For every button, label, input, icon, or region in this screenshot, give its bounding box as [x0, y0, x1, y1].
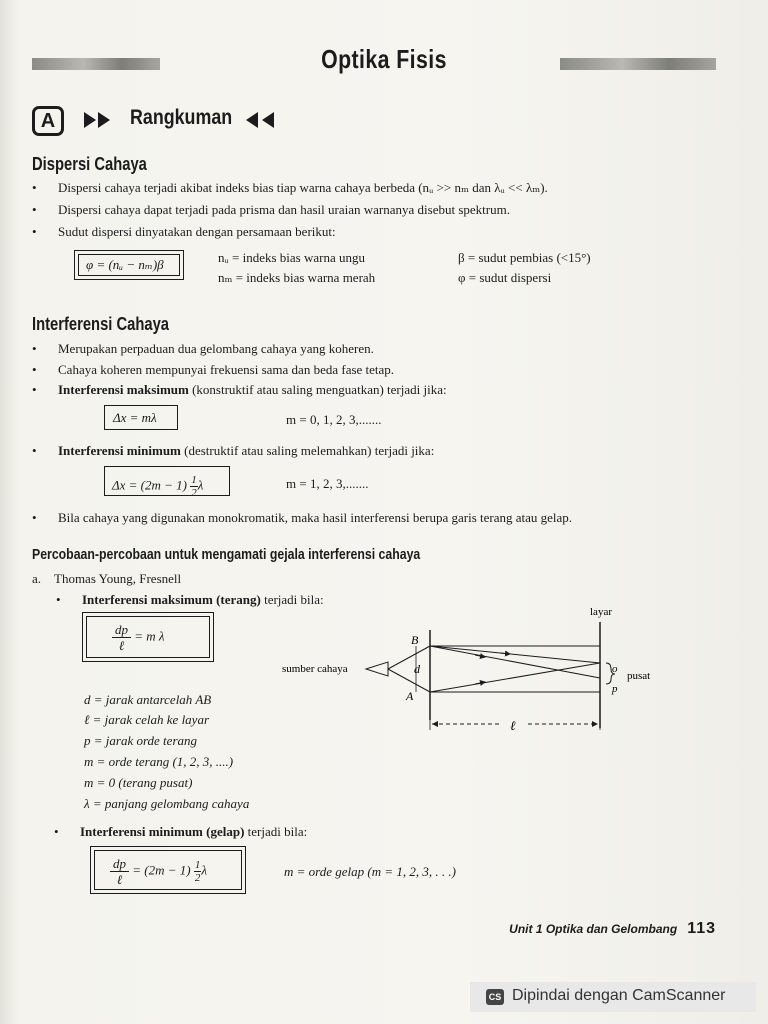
- camscanner-icon: CS: [486, 989, 504, 1005]
- def-lambda: λ = panjang gelombang cahaya: [84, 796, 250, 811]
- dispersi-bullet-1: • Dispersi cahaya terjadi akibat indeks bias tiap warna cahaya berbeda (nᵤ >> nₘ dan λᵤ << λₘ).: [58, 180, 548, 196]
- interferensi-min-rest: (destruktif atau saling melemahkan) terjadi jika:: [180, 443, 435, 458]
- half-num-min: 1: [194, 859, 201, 871]
- page-number: 113: [687, 920, 716, 937]
- label-B: B: [411, 633, 419, 647]
- dp-fraction: [112, 622, 131, 653]
- dp-num: dp: [112, 622, 131, 638]
- double-arrow-right-icon: [84, 112, 124, 128]
- half-den: 2: [191, 487, 197, 499]
- label-l: ℓ: [510, 718, 516, 733]
- double-arrow-left-icon: [246, 112, 286, 128]
- interferensi-min-label: Interferensi minimum: [58, 443, 181, 458]
- min-formula: [112, 474, 203, 499]
- label-pusat: pusat: [627, 670, 651, 682]
- dp-fraction-min: [110, 856, 129, 887]
- dispersi-formula: φ = (nᵤ − nₘ)β: [86, 257, 164, 272]
- dispersi-def-nm: nₘ = indeks bias warna merah: [218, 270, 376, 285]
- footer-unit: Unit 1 Optika dan Gelombang: [509, 922, 678, 936]
- label-o: o: [612, 663, 618, 675]
- percobaan-min-line: [80, 824, 307, 840]
- label-p: p: [612, 683, 618, 695]
- interferensi-heading: Interferensi Cahaya: [32, 314, 170, 334]
- dispersi-def-nu: nᵤ = indeks bias warna ungu: [218, 250, 365, 265]
- dispersi-bullet-3: • Sudut dispersi dinyatakan dengan persamaan berikut:: [58, 224, 336, 240]
- page-footer: [509, 920, 716, 938]
- percobaan-max-label: Interferensi maksimum (terang): [82, 592, 261, 607]
- min-formula-lambda: λ: [197, 477, 204, 493]
- ray-B-p: [430, 646, 600, 678]
- young-diagram: [270, 600, 670, 740]
- def-p: p = jarak orde terang: [84, 733, 198, 748]
- scanner-text: Dipindai dengan CamScanner: [512, 987, 726, 1004]
- page-title: Optika Fisis: [321, 44, 447, 74]
- young-max-rhs: = m λ: [134, 628, 165, 644]
- dp-num-min: dp: [110, 856, 129, 872]
- half-num: 1: [191, 474, 197, 486]
- half-den-min: 2: [194, 872, 201, 884]
- label-layar: layar: [590, 606, 612, 618]
- section-badge: A: [32, 106, 64, 136]
- interferensi-max-line: [58, 382, 447, 398]
- l-arrow-left: [432, 721, 438, 727]
- half-fraction: [190, 474, 198, 499]
- percobaan-min-rest: terjadi bila:: [244, 824, 308, 839]
- source-arrowhead: [366, 662, 388, 676]
- young-min-lambda: λ: [201, 862, 207, 878]
- ray-arrow-1: [500, 653, 510, 654]
- label-A: A: [406, 689, 414, 703]
- interferensi-min-line: [58, 443, 434, 459]
- section-title: Rangkuman: [130, 106, 233, 129]
- dispersi-def-beta: β = sudut pembias (<15°): [458, 250, 591, 265]
- item-a-marker: a.: [32, 571, 42, 586]
- young-max-formula: [112, 622, 165, 653]
- def-m0: m = 0 (terang pusat): [84, 775, 193, 790]
- interferensi-bullet-1: • Merupakan perpaduan dua gelombang cahaya yang koheren.: [58, 341, 374, 357]
- min-m-values: m = 1, 2, 3,.......: [286, 476, 369, 491]
- label-sumber: sumber cahaya: [282, 663, 348, 675]
- young-min-rhs: = (2m − 1): [132, 862, 194, 878]
- def-l: ℓ = jarak celah ke layar: [84, 712, 210, 727]
- dispersi-bullet-2: • Dispersi cahaya dapat terjadi pada prisma dan hasil uraian warnanya disebut spektrum.: [58, 202, 510, 218]
- ray-B-o: [430, 646, 600, 663]
- def-m: m = orde terang (1, 2, 3, ....): [84, 754, 234, 769]
- interferensi-max-label: Interferensi maksimum: [58, 382, 189, 397]
- percobaan-max-rest: terjadi bila:: [260, 592, 324, 607]
- def-d: d = jarak antarcelah AB: [84, 692, 212, 707]
- dp-den-min: ℓ: [116, 872, 123, 887]
- interferensi-bullet-2: • Cahaya koheren mempunyai frekuensi sama dan beda fase tetap.: [58, 362, 394, 378]
- max-m-values: m = 0, 1, 2, 3,.......: [286, 412, 382, 427]
- dispersi-def-phi: φ = sudut dispersi: [458, 270, 552, 285]
- l-arrow-right: [592, 721, 598, 727]
- interferensi-mono: • Bila cahaya yang digunakan monokromatik, maka hasil interferensi berupa garis terang atau gelap.: [58, 510, 572, 526]
- min-formula-lhs: Δx = (2m − 1): [112, 477, 191, 493]
- young-min-formula: [110, 856, 207, 887]
- item-a-text: Thomas Young, Fresnell: [54, 571, 182, 586]
- dispersi-heading: Dispersi Cahaya: [32, 154, 147, 174]
- dp-den: ℓ: [118, 638, 125, 653]
- ray-A-o: [430, 663, 600, 692]
- ray-to-B: [388, 646, 430, 669]
- interferensi-max-rest: (konstruktif atau saling menguatkan) terjadi jika:: [188, 382, 447, 397]
- max-formula: Δx = mλ: [113, 410, 157, 425]
- percobaan-heading: Percobaan-percobaan untuk mengamati gejala interferensi cahaya: [32, 546, 421, 563]
- young-min-m: m = orde gelap (m = 1, 2, 3, . . .): [284, 864, 456, 879]
- label-d: d: [414, 662, 420, 676]
- percobaan-min-label: Interferensi minimum (gelap): [80, 824, 245, 839]
